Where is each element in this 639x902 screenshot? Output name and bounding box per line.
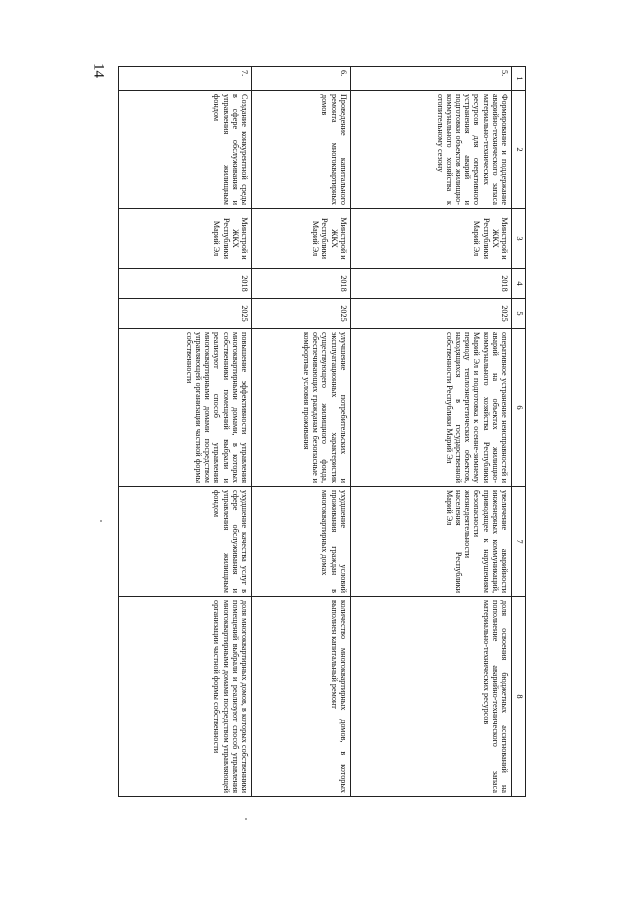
measure-name: Создание конкурентной среды в сфере обслуживания и управления жилищным фондом xyxy=(119,91,252,209)
column-header: 8 xyxy=(512,597,526,797)
indicator: доля многоквартирных домов, в которых собственники помещений выбрали и реализуют способ управления многоквартирными домами посредством управляющей организации частной формы собственности xyxy=(119,597,252,797)
row-number: 7. xyxy=(119,67,252,91)
consequence: увеличение аварийности инженерных коммуникаций, приводящее к нарушениям безопасности жизнедеятельности населения Республики Марий Эл xyxy=(350,487,511,597)
row-number: 5. xyxy=(350,67,511,91)
row-number: 6. xyxy=(252,67,351,91)
column-header: 2 xyxy=(512,91,526,209)
measure-name: Формирование и поддержание аварийно-технического запаса материально-технических ресурсов для оперативного устранения аварий и подготовки объектов жилищно-коммунального хозяйства к отопительному сезону xyxy=(350,91,511,209)
consequence: ухудшение качества услуг в сфере обслуживания и управления жилищным фондом xyxy=(119,487,252,597)
column-header: 7 xyxy=(512,487,526,597)
column-header: 3 xyxy=(512,209,526,269)
indicator: доля освоения бюджетных ассигнований на пополнение аварийно-технического запаса материально-технических ресурсов xyxy=(350,597,511,797)
column-header: 4 xyxy=(512,269,526,299)
start-year: 2018 xyxy=(350,269,511,299)
expected-result: оперативное устранение неисправностей и аварий на объектах жилищно-коммунального хозяйства Республики Марий Эл и подготовка к осенне-зимнему периоду теплоэнергетических объектов, находящихся в государственной собственности Республики Марий Эл xyxy=(350,329,511,487)
scan-speck xyxy=(245,818,247,820)
measures-table xyxy=(118,66,526,797)
end-year: 2025 xyxy=(350,299,511,329)
consequence: ухудшение условий проживания граждан в многоквартирных домах xyxy=(252,487,351,597)
column-header: 5 xyxy=(512,299,526,329)
end-year: 2025 xyxy=(252,299,351,329)
column-header: 6 xyxy=(512,329,526,487)
rotated-table-container xyxy=(118,66,526,796)
scan-speck xyxy=(100,520,102,522)
start-year: 2018 xyxy=(252,269,351,299)
end-year: 2025 xyxy=(119,299,252,329)
page-number: 14 xyxy=(90,63,107,78)
executor: Минстрой и ЖКХ Республики Марий Эл xyxy=(119,209,252,269)
indicator: количество многоквартирных домов, в которых выполнен капитальный ремонт xyxy=(252,597,351,797)
measure-name: Проведение капитального ремонта многоквартирных домов xyxy=(252,91,351,209)
table-header-row xyxy=(512,67,526,797)
expected-result: повышение эффективности управления многоквартирными домами, в которых собственники помещений выбрали и реализуют способ управления многоквартирными домами посредством управляющей организации частной формы собственности xyxy=(119,329,252,487)
start-year: 2018 xyxy=(119,269,252,299)
executor: Минстрой и ЖКХ Республики Марий Эл xyxy=(252,209,351,269)
expected-result: улучшение потребительских и эксплуатационных характеристик существующего жилищного фонда, обеспечивающих гражданам безопасные и комфортные условия проживания xyxy=(252,329,351,487)
table-row xyxy=(119,67,252,797)
table-row xyxy=(350,67,511,797)
table-row xyxy=(252,67,351,797)
executor: Минстрой и ЖКХ Республики Марий Эл xyxy=(350,209,511,269)
column-header: 1 xyxy=(512,67,526,91)
